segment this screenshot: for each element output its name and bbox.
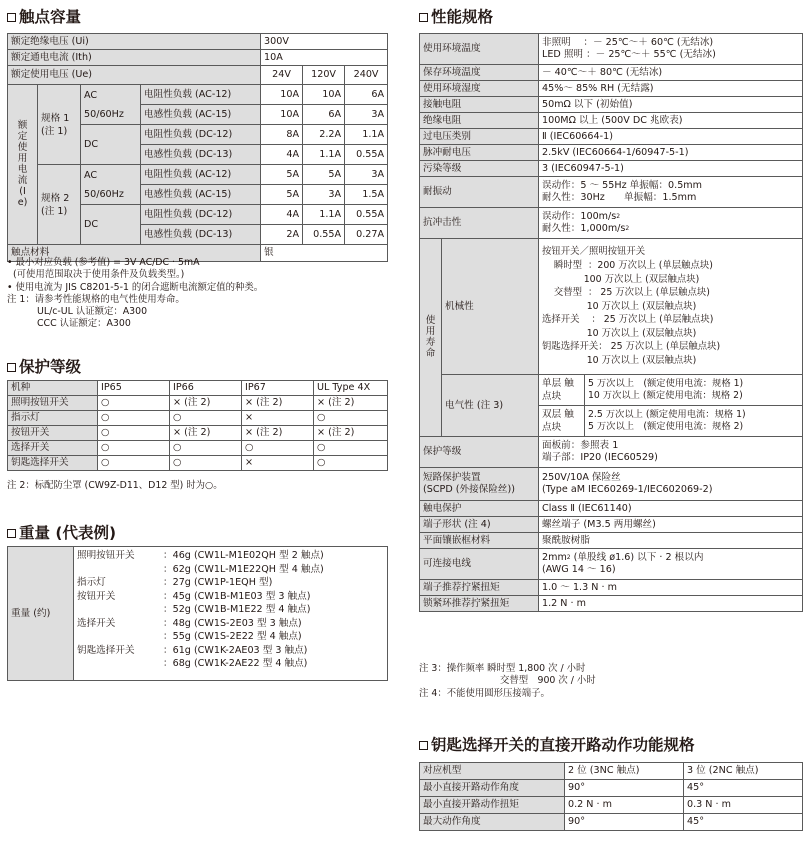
degree-protection-line: 端子部：IP20 (IEC60529) (542, 452, 658, 463)
spec2-row-load: 电感性负载 (DC-13) (141, 225, 261, 245)
humidity-label: 使用环境湿度 (420, 81, 539, 97)
square-bullet-icon (7, 13, 16, 22)
spec2-value: 2A (261, 225, 303, 245)
ambient-temp-label: 使用环境温度 (420, 34, 539, 65)
spec2-value: 5A (303, 165, 345, 185)
spec1-value: 6A (345, 85, 388, 105)
spec1-value: 8A (261, 125, 303, 145)
performance-table (419, 33, 803, 612)
table-row: 钥匙选择开关 ○ ○ × ○ (8, 456, 388, 471)
scpd-line: 250V/10A 保险丝 (542, 472, 621, 483)
single-layer-label: 单层 触点块 (539, 375, 585, 406)
weight-table (7, 546, 388, 681)
vibration-line: 误动作：5 ～ 55Hz 单振幅：0.5mm (542, 180, 703, 191)
spec2-label: 规格 2 (注 1) (38, 165, 81, 245)
square-bullet-icon (7, 529, 16, 538)
spec2-value: 3A (303, 185, 345, 205)
rated-thermal-current-value: 10A (261, 50, 388, 66)
spec1-value: 1.1A (303, 145, 345, 165)
spec1-value: 1.1A (345, 125, 388, 145)
weight-group-selector: 选择开关 ：48g (CW1S-2E03 型 3 触点) ：55g (CW1S-2E22 型 4 触点) (77, 617, 302, 642)
rated-operating-voltage-label: 额定使用电压 (Ue) (8, 66, 261, 85)
vibration-line: 耐久性：30Hz 单振幅：1.5mm (542, 192, 697, 203)
insulation-resistance-label: 绝缘电阻 (420, 113, 539, 129)
life-label: 使用寿命 (420, 239, 442, 437)
rated-insulation-voltage-value: 300V (261, 34, 388, 50)
contact-resistance-label: 接触电阻 (420, 97, 539, 113)
rated-insulation-voltage-label: 额定绝缘电压 (Ui) (8, 34, 261, 50)
spec2-row-load: 电感性负载 (AC-15) (141, 185, 261, 205)
spec2-value: 0.55A (345, 205, 388, 225)
spec1-value: 6A (303, 105, 345, 125)
spec2-value: 1.5A (345, 185, 388, 205)
mechanical-life-values: 按钮开关／照明按钮开关 瞬时型 ：200 万次以上 (单层触点块) 100 万次以上 (双层触点块) 交替型 ： 25 万次以上 (单层触点块) 10 万次以上 (双层触点块) 选择开关 ： 25 万次以上 (单层触点块) 10 万次以上 (双层触点块) 钥匙选择开关： 25 万次以上 (单层触点块) 10 万次以上 (双层触点块) (539, 239, 803, 375)
spec2-value: 5A (261, 185, 303, 205)
pollution-degree-value: 3 (IEC60947-5-1) (539, 161, 803, 177)
protection-header: IP66 (170, 381, 242, 396)
key-switch-header: 对应机型 (420, 763, 565, 780)
contact-material-label: 触点材料 (8, 245, 261, 262)
spec1-value: 0.55A (345, 145, 388, 165)
spec2-ac-label: AC 50/60Hz (81, 165, 141, 205)
note-line: CCC 认证额定：A300 (37, 318, 131, 330)
wire-size-line: (AWG 14 ～ 16) (542, 564, 616, 575)
note-line: UL/c-UL 认证额定：A300 (37, 306, 148, 318)
vibration-label: 耐振动 (420, 177, 539, 208)
pollution-degree-label: 污染等级 (420, 161, 539, 177)
performance-notes (419, 663, 596, 700)
table-row: 最小直接开路动作扭矩 0.2 N · m 0.3 N · m (420, 797, 803, 814)
spec1-dc-label: DC (81, 125, 141, 165)
degree-protection-label: 保护等级 (420, 437, 539, 468)
note-line: • 使用电流为 JIS C8201-5-1 的闭合遮断电流额定值的种类。 (7, 281, 264, 293)
spec1-value: 10A (261, 85, 303, 105)
key-switch-header: 3 位 (2NC 触点) (684, 763, 803, 780)
electrical-life-label: 电气性 (注 3) (442, 375, 539, 437)
shock-label: 抗冲击性 (420, 208, 539, 239)
wire-size-line: $2mm^2$ (单股线 ø1.6) 以下 · 2 根以内 (542, 552, 704, 563)
rated-current-label: 额定使用电流(Ie) (8, 85, 38, 245)
overvoltage-category-value: Ⅱ (IEC60664-1) (539, 129, 803, 145)
shock-protection-value: Class Ⅱ (IEC61140) (539, 501, 803, 517)
spec1-ac-label: AC 50/60Hz (81, 85, 141, 125)
spec1-value: 10A (261, 105, 303, 125)
key-switch-table (419, 762, 803, 831)
shock-protection-label: 触电保护 (420, 501, 539, 517)
spec2-value: 1.1A (303, 205, 345, 225)
spec1-value: 4A (261, 145, 303, 165)
weight-group-lighted-pushbutton: 照明按钮开关 ：46g (CW1L-M1E02QH 型 2 触点) ：62g (CW1L-M1E22QH 型 4 触点) (77, 550, 324, 575)
protection-header: IP67 (242, 381, 314, 396)
storage-temp-label: 保存环境温度 (420, 65, 539, 81)
mechanical-life-label: 机械性 (442, 239, 539, 375)
performance-title: 性能规格 (419, 7, 493, 27)
spec2-value: 4A (261, 205, 303, 225)
spec1-row-load: 电阻性负载 (DC-12) (141, 125, 261, 145)
note-line: (可使用范围取决于使用条件及负载类型。) (7, 269, 185, 281)
rated-thermal-current-label: 额定通电电流 (Ith) (8, 50, 261, 66)
spec2-row-load: 电阻性负载 (DC-12) (141, 205, 261, 225)
table-row: 最小直接开路动作角度 90° 45° (420, 780, 803, 797)
double-layer-line: 2.5 万次以上 (额定使用电流：规格 1) (588, 409, 746, 420)
spec1-value: 10A (303, 85, 345, 105)
contact-material-value: 银 (261, 245, 388, 262)
voltage-240v: 240V (345, 66, 388, 85)
protection-header: UL Type 4X (314, 381, 388, 396)
contact-resistance-value: 50mΩ 以下 (初始值) (539, 97, 803, 113)
table-row: 按钮开关 ○ × (注 2) × (注 2) × (注 2) (8, 426, 388, 441)
scpd-label: (SCPD (外接保险丝)) (423, 484, 515, 495)
note-line: 注 1：请参考性能规格的电气性使用寿命。 (7, 293, 185, 305)
spec2-dc-label: DC (81, 205, 141, 245)
note-line: 注 3：操作频率 瞬时型 1,800 次 / 小时 (419, 663, 586, 674)
ring-torque-label: 锁紧环推荐拧紧扭矩 (420, 596, 539, 612)
overvoltage-category-label: 过电压类别 (420, 129, 539, 145)
weight-group-key-selector: 钥匙选择开关 ：61g (CW1K-2AE03 型 3 触点) ：68g (CW1K-2AE22 型 4 触点) (77, 644, 308, 669)
bezel-material-label: 平面镶嵌框材料 (420, 533, 539, 549)
key-switch-title: 钥匙选择开关的直接开路动作功能规格 (419, 735, 695, 755)
spec1-row-load: 电阻性负载 (AC-12) (141, 85, 261, 105)
bezel-material-value: 聚酰胺树脂 (539, 533, 803, 549)
spec1-value: 3A (345, 105, 388, 125)
shock-line: 耐久性：$1,000m/s^2$ (542, 223, 630, 234)
square-bullet-icon (7, 363, 16, 372)
spec1-label: 规格 1 (注 1) (38, 85, 81, 165)
note-line: • 最小对应负载 (参考值) = 3V AC/DC · 5mA (7, 257, 200, 268)
table-row: 选择开关 ○ ○ ○ ○ (8, 441, 388, 456)
terminal-style-label: 端子形状 (注 4) (420, 517, 539, 533)
spec1-value: 2.2A (303, 125, 345, 145)
spec1-row-load: 电感性负载 (AC-15) (141, 105, 261, 125)
terminal-style-value: 螺丝端子 (M3.5 两用螺丝) (539, 517, 803, 533)
single-layer-line: 10 万次以上 (额定使用电流：规格 2) (588, 390, 743, 401)
single-layer-line: 5 万次以上 (额定使用电流：规格 1) (588, 378, 744, 389)
storage-temp-value: － 40℃～＋ 80℃ (无结冰) (539, 65, 803, 81)
ambient-temp-line: 非照明 ：－ 25℃～＋ 60℃ (无结冰) (542, 37, 714, 48)
voltage-120v: 120V (303, 66, 345, 85)
weight-group-pushbutton: 按钮开关 ：45g (CW1B-M1E03 型 3 触点) ：52g (CW1B-M1E22 型 4 触点) (77, 590, 311, 615)
spec2-value: 0.27A (345, 225, 388, 245)
table-row: 照明按钮开关 ○ × (注 2) × (注 2) × (注 2) (8, 396, 388, 411)
note-line: 注 4：不能使用圆形压接端子。 (419, 687, 550, 699)
insulation-resistance-value: 100MΩ 以上 (500V DC 兆欧表) (539, 113, 803, 129)
spec2-value: 5A (261, 165, 303, 185)
ring-torque-value: 1.2 N · m (539, 596, 803, 612)
terminal-torque-label: 端子推荐拧紧扭矩 (420, 580, 539, 596)
shock-line: 误动作：$100m/s^2$ (542, 211, 621, 222)
spec1-row-load: 电感性负载 (DC-13) (141, 145, 261, 165)
double-layer-line: 5 万次以上 (额定使用电流：规格 2) (588, 421, 744, 432)
impulse-voltage-label: 脉冲耐电压 (420, 145, 539, 161)
key-switch-header: 2 位 (3NC 触点) (565, 763, 684, 780)
contact-rating-notes (7, 257, 263, 331)
contact-rating-title: 触点容量 (7, 7, 387, 27)
table-row: 最大动作角度 90° 45° (420, 814, 803, 831)
voltage-24v: 24V (261, 66, 303, 85)
square-bullet-icon (419, 741, 428, 750)
protection-header: IP65 (98, 381, 170, 396)
ambient-temp-line: LED 照明 ：－ 25℃～＋ 55℃ (无结冰) (542, 49, 716, 60)
weight-label: 重量 (约) (8, 547, 74, 681)
degree-protection-line: 面板前：参照表 1 (542, 440, 619, 451)
weight-title: 重量 (代表例) (7, 523, 116, 543)
scpd-label: 短路保护装置 (423, 472, 481, 483)
note-line: 交替型 900 次 / 小时 (500, 675, 596, 687)
protection-header: 机种 (8, 381, 98, 396)
spec2-value: 0.55A (303, 225, 345, 245)
wire-size-label: 可连接电线 (420, 549, 539, 580)
table-row: 指示灯 ○ ○ × ○ (8, 411, 388, 426)
square-bullet-icon (419, 13, 428, 22)
double-layer-label: 双层 触点块 (539, 406, 585, 437)
protection-note: 注 2：标配防尘罩 (CW9Z-D11、D12 型) 时为○。 (7, 480, 223, 491)
weight-group-pilot-light: 指示灯 ：27g (CW1P-1EQH 型) (77, 577, 273, 588)
contact-rating-table (7, 33, 388, 262)
protection-title: 保护等级 (7, 357, 81, 377)
scpd-line: (Type aM IEC60269-1/IEC602069-2) (542, 484, 713, 495)
humidity-value: 45%～ 85% RH (无结露) (539, 81, 803, 97)
spec2-value: 3A (345, 165, 388, 185)
impulse-voltage-value: 2.5kV (IEC60664-1/60947-5-1) (539, 145, 803, 161)
protection-table (7, 380, 388, 471)
spec2-row-load: 电阻性负载 (AC-12) (141, 165, 261, 185)
terminal-torque-value: 1.0 ～ 1.3 N · m (539, 580, 803, 596)
